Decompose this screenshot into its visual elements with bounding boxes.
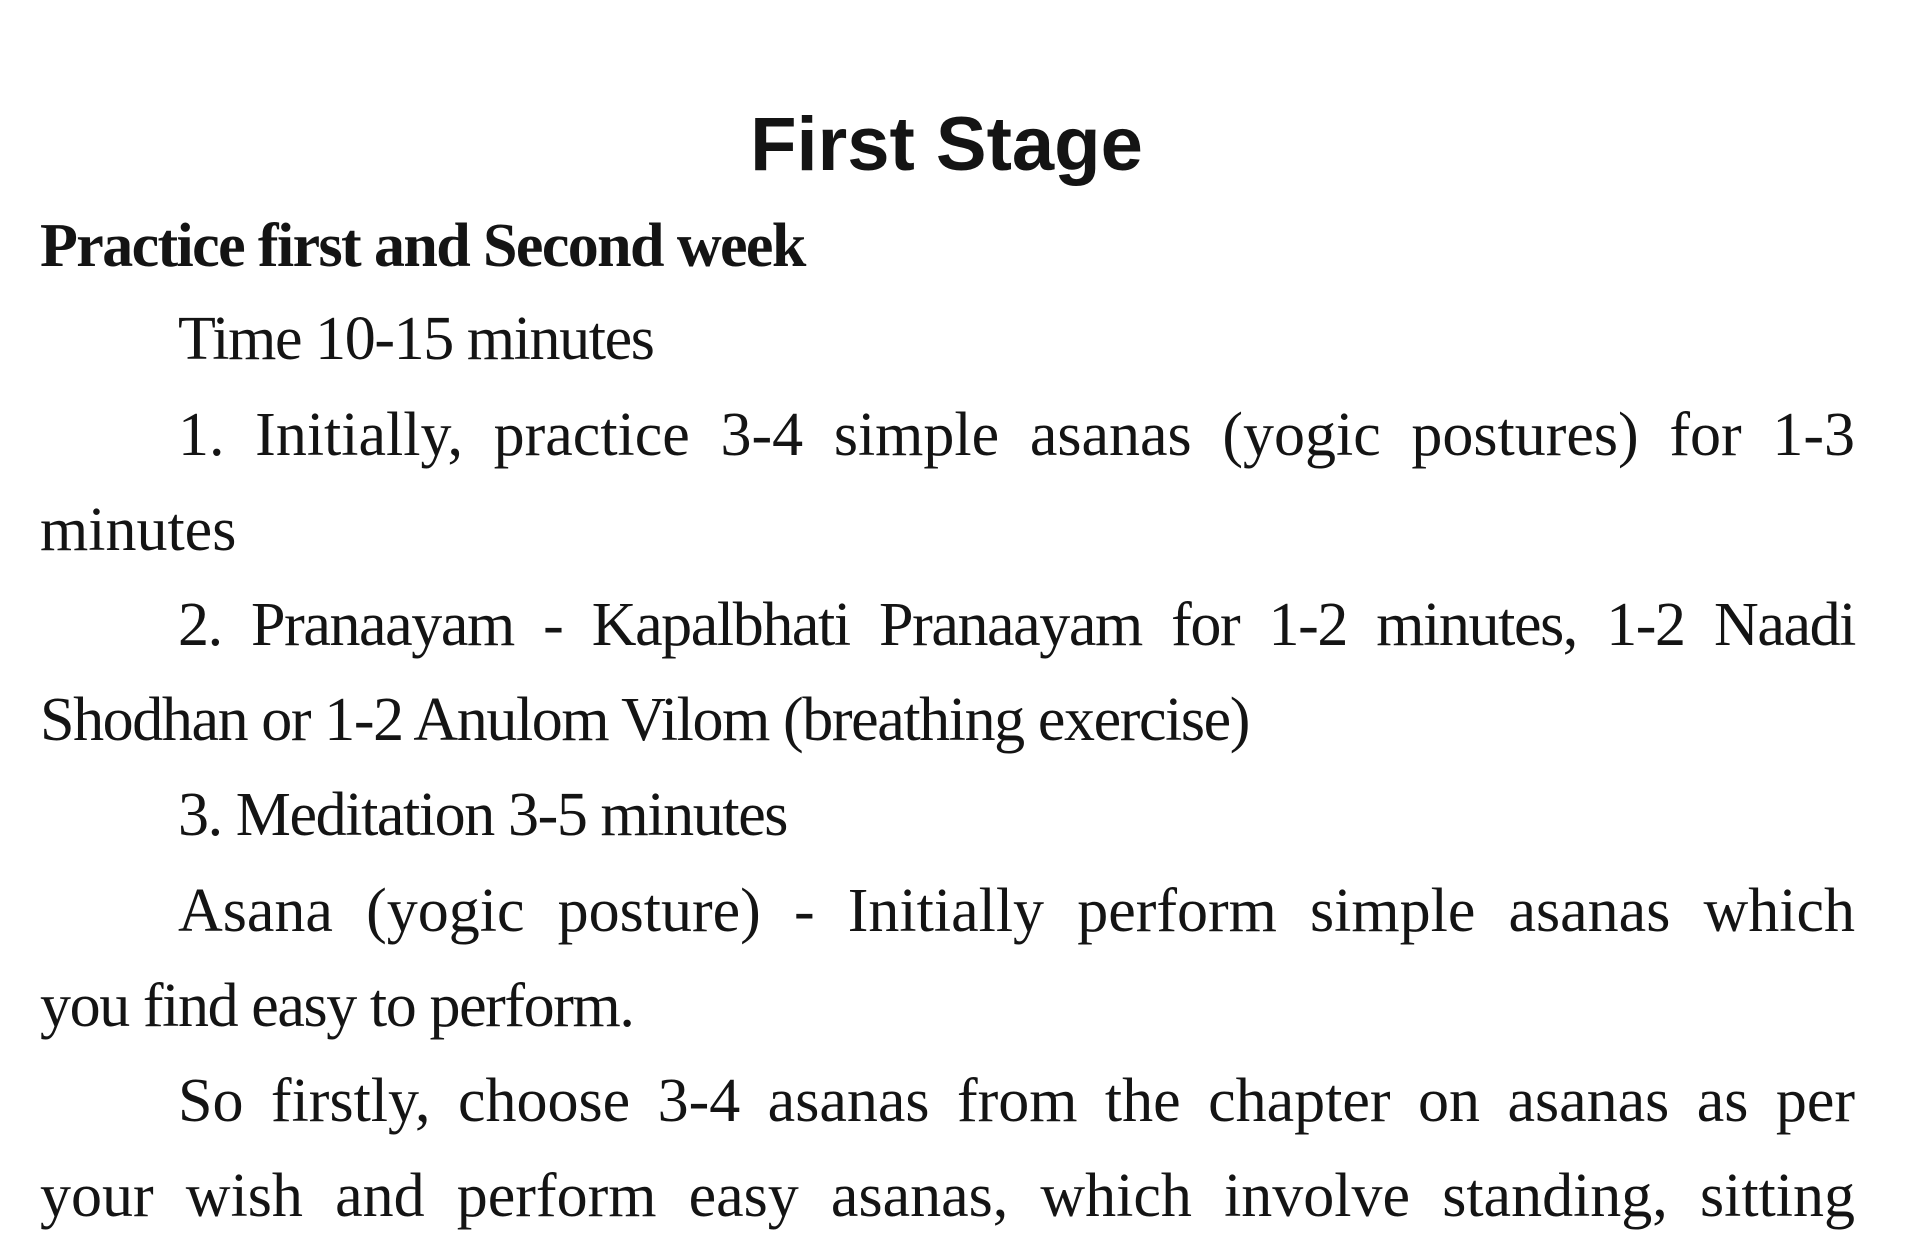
time-line: Time 10-15 minutes <box>178 305 654 373</box>
item-1-line-2: minutes <box>40 496 237 564</box>
page-title: First Stage <box>750 102 1143 187</box>
item-2-line-1: 2. Pranaayam - Kapalbhati Pranaayam for 1-2 minutes, 1-2 Naadi <box>178 591 1855 659</box>
item-3-line: 3. Meditation 3-5 minutes <box>178 781 788 849</box>
item-2-line-2: Shodhan or 1-2 Anulom Vilom (breathing exercise) <box>40 686 1250 754</box>
asana-paragraph-line-1: Asana (yogic posture) - Initially perform simple asanas which <box>178 877 1855 945</box>
firstly-paragraph-line-1: So firstly, choose 3-4 asanas from the chapter on asanas as per <box>178 1067 1855 1135</box>
section-heading: Practice first and Second week <box>40 212 805 280</box>
item-1-line-1: 1. Initially, practice 3-4 simple asanas (yogic postures) for 1-3 <box>178 401 1855 469</box>
firstly-paragraph-line-2: your wish and perform easy asanas, which involve standing, sitting <box>40 1162 1855 1230</box>
asana-paragraph-line-2: you find easy to perform. <box>40 972 634 1040</box>
